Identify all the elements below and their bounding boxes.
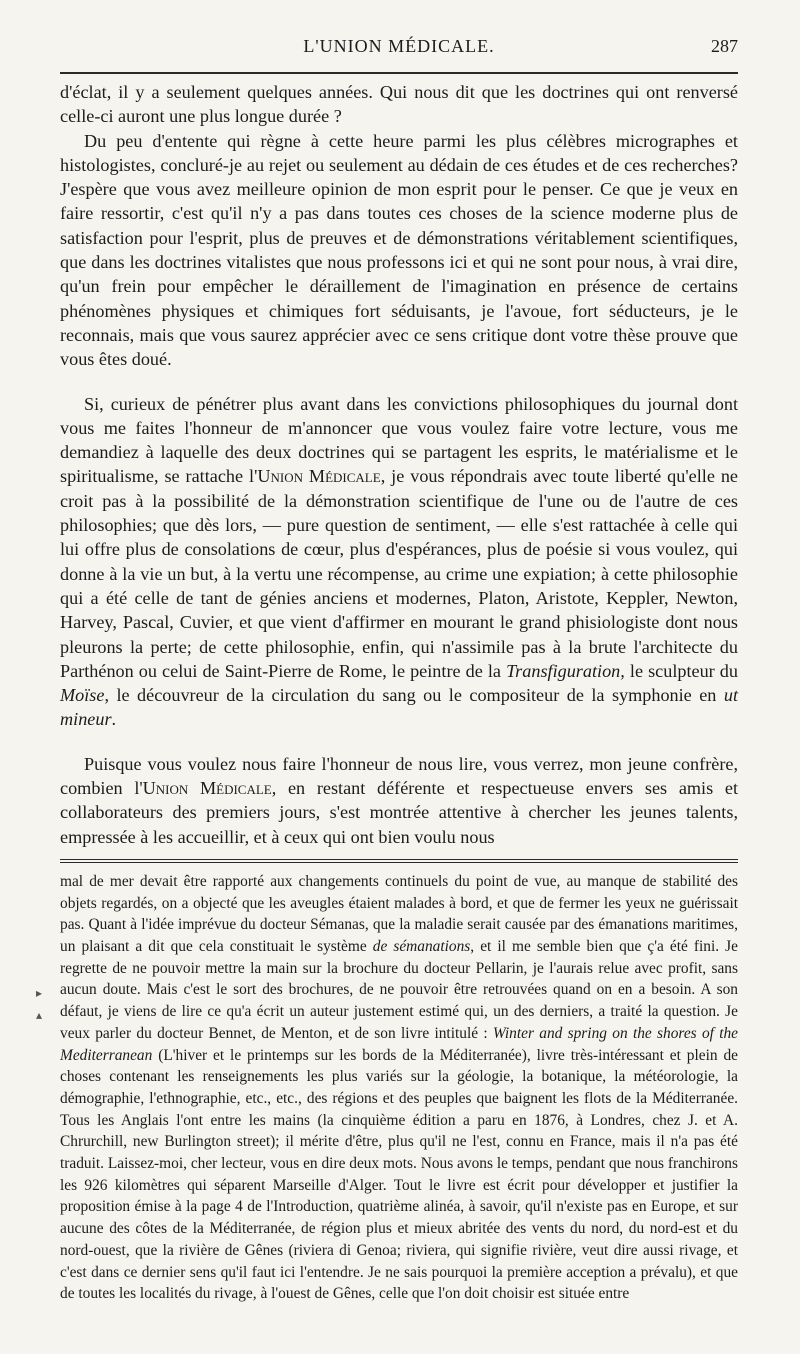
margin-mark-icon: ▴ [36,1007,43,1022]
footnote-separator [60,859,738,863]
margin-mark-icon: ▸ [36,985,43,1000]
page-number: 287 [711,36,738,56]
header-rule [60,72,738,74]
footnote-text: mal de mer devait être rapporté aux changements continuels du point de vue, au manque de stabilité des objets regardés, on a objecté que les aveugles étaient malades à bord, et que de fermer les yeux ne guérissait pas. Quant à l'idée imprévue du docteur Sémanas, que la maladie serait causée par des émanations maritimes, un plaisant a dit que cela constituait le système de sémanations, et il me semble bien que ç'a été fini. Je regrette de ne pouvoir mettre la main sur la brochure du docteur Pellarin, je l'aurais relue avec profit, sans aucun doute. Mais c'est le sort des brochures, de ne pouvoir être retrouvées quand on en a besoin. A son défaut, je viens de lire ce qu'a écrit un auteur justement estimé qui, un des derniers, a traité la question. Je veux parler du docteur Bennet, de Menton, et de son livre intitulé : Winter and spring on the shores of the Mediterranean (L'hiver et le printemps sur les bords de la Méditerranée), livre très-intéressant et plein de choses contenant les renseignements les plus variés sur la géologie, la botanique, la météorologie, la démographie, l'ethnographie, etc., etc., des régions et des peuples que baignent les flots de la Méditerranée. Tous les Anglais l'ont entre les mains (la cinquième édition a paru en 1876, à Londres, chez J. et A. Chrurchill, new Burlington street); il mérite d'être, plus qu'il ne l'est, connu en France, mais il n'a pas été traduit. Laissez-moi, cher lecteur, vous en dire deux mots. Nous avons le temps, pendant que nous franchirons les 926 kilomètres qui séparent Marseille d'Alger. Tout le livre est écrit pour développer et justifier la proposition émise à la page 4 de l'Introduction, quatrième alinéa, à savoir, qu'il n'existe pas en Europe, et sur aucune des côtes de la Méditerranée, de région plus et mieux abritée des vents du nord, du nord-est et du nord-ouest, que la rivière de Gênes (riviera di Genoa; riviera, qui signifie rivière, veut dire aussi rivage, et c'est dans ce dernier sens qu'il faut ici l'entendre. Je ne sais pourquoi la première acception a prévalu), et que de toutes les localités du rivage, à l'ouest de Gênes, celle que l'on doit choisir est située entre [60,872,739,1303]
paragraph-3: Si, curieux de pénétrer plus avant dans les convictions philosophiques du journal dont vous me faites l'honneur de m'annoncer que vous voulez faire votre lecture, vous me demandiez à laquelle des deux doctrines qui se partagent les esprits, le matérialisme et le spiritualisme, se rattache l'Union Médicale, je vous répondrais avec toute liberté qu'elle ne croit pas à la possibilité de la démonstration scientifique de l'une ou de l'autre de ces philosophies; que dès lors, — pure question de sentiment, — elle s'est rattachée à celle qui lui offre plus de consolations de cœur, plus d'espérances, plus de poésie si vous voulez, qui donne à la vie un but, à la vertu une récompense, au crime une expiation; à cette philosophie qui a été celle de tant de génies anciens et modernes, Platon, Aristote, Keppler, Newton, Harvey, Pascal, Cuvier, et que vient d'affirmer en mourant le grand phisiologiste dont nous pleurons la perte; de cette philosophie, enfin, qui n'assimile pas à la brute l'architecte du Parthénon ou celui de Saint-Pierre de Rome, le peintre de la Transfiguration, le sculpteur du Moïse, le découvreur de la circulation du sang ou le compositeur de la symphonie en ut mineur. [60,393,738,730]
footnote [36,871,739,1305]
paragraph-4: Puisque vous voulez nous faire l'honneur de nous lire, vous verrez, mon jeune confrère, combien l'Union Médicale, en restant déférente et respectueuse envers ses amis et collaborateurs des premiers jours, s'est montrée attentive à chercher les jeunes talents, empressée à les accueillir, et à ceux qui ont bien voulu nous [60,753,738,847]
main-text [60,80,738,849]
page-header [60,36,738,72]
running-title: L'UNION MÉDICALE. [303,36,495,56]
paragraph-2: Du peu d'entente qui règne à cette heure parmi les plus célèbres micrographes et histologistes, concluré-je au rejet ou seulement au dédain de ces études et de ces recherches? J'espère que vous avez meilleure opinion de mon esprit pour le penser. Ce que je veux en faire ressortir, c'est qu'il n'y a pas dans toutes ces choses de la science moderne plus de satisfaction pour l'esprit, plus de preuves et de démonstrations véritablement scientifiques, que dans les doctrines vitalistes que nous professons ici et qui ne sont pour nous, à vrai dire, qu'un frein pour empêcher le déraillement de l'imagination en présence de certains phénomènes physiques et chimiques fort séduisants, je l'avoue, fort séducteurs, je le reconnais, mais que vous saurez apprécier avec ce sens critique dont votre thèse prouve que vous êtes doué. [60,130,738,370]
journal-name: Union Médicale [142,778,272,799]
journal-name: Union Médicale [257,466,381,487]
document-page [0,36,800,1354]
paragraph-1: d'éclat, il y a seulement quelques années. Qui nous dit que les doctrines qui ont renversé celle-ci auront une plus longue durée ? [60,82,738,127]
